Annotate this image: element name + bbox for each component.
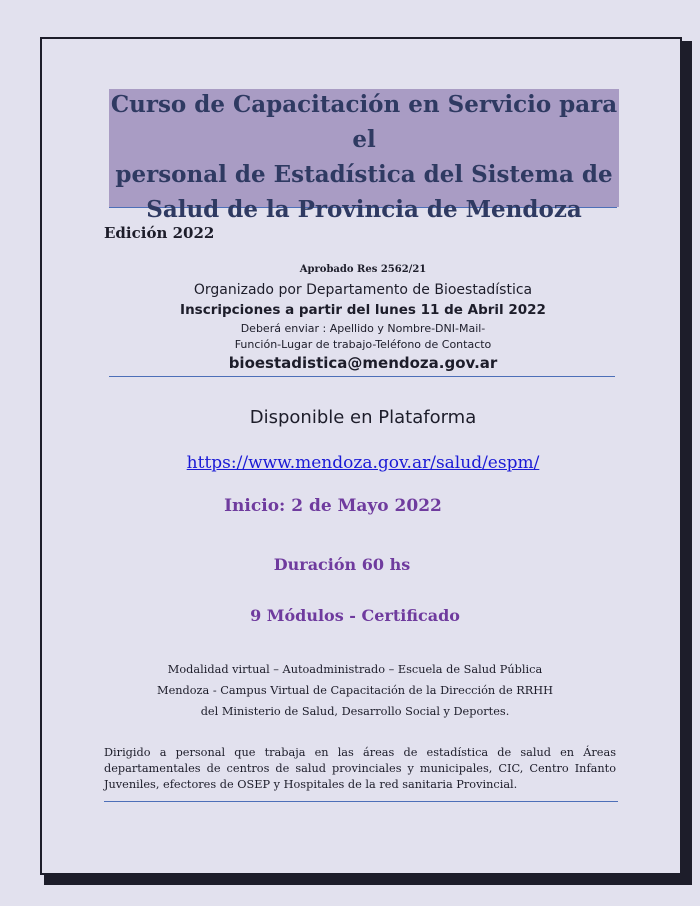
platform-heading: Disponible en Plataforma [249,407,477,428]
approval-resolution: Aprobado Res 2562/21 [299,264,427,275]
modules-certificate: 9 Módulos - Certificado [250,606,460,625]
modality-block [42,659,668,722]
flyer [40,37,682,875]
contact-email[interactable]: bioestadistica@mendoza.gov.ar [228,354,498,372]
registration-date: Inscripciones a partir del lunes 11 de Abril 2022 [180,302,546,318]
edition-label: Edición 2022 [104,224,215,242]
course-duration: Duración 60 hs [273,555,411,574]
title-line-2: personal de Estadística del Sistema de [115,161,613,188]
required-info-line-1: Deberá enviar : Apellido y Nombre-DNI-Mail- [240,322,486,335]
divider [109,376,615,377]
required-info-line-2: Función-Lugar de trabajo-Teléfono de Contacto [234,338,492,351]
bottom-divider [104,801,618,802]
start-date: Inicio: 2 de Mayo 2022 [224,496,442,516]
modality-line-3: del Ministerio de Salud, Desarrollo Social y Deportes. [200,705,510,718]
title-line-3: Salud de la Provincia de Mendoza [146,196,582,223]
modality-line-2: Mendoza - Campus Virtual de Capacitación de la Dirección de RRHH [157,684,553,697]
organizer-text: Organizado por Departamento de Bioestadística [193,282,533,298]
platform-link[interactable]: https://www.mendoza.gov.ar/salud/espm/ [186,453,540,473]
modality-line-1: Modalidad virtual – Autoadministrado – Escuela de Salud Pública [167,663,543,676]
title-line-1: Curso de Capacitación en Servicio para el [110,91,618,153]
course-title [109,87,619,227]
target-audience: Dirigido a personal que trabaja en las áreas de estadística de salud en Áreas departamentales de centros de salud provinciales y municipales, CIC, Centro Infanto Juveniles, efectores de OSEP y Hospitales de la red sanitaria Provincial. [104,746,616,791]
